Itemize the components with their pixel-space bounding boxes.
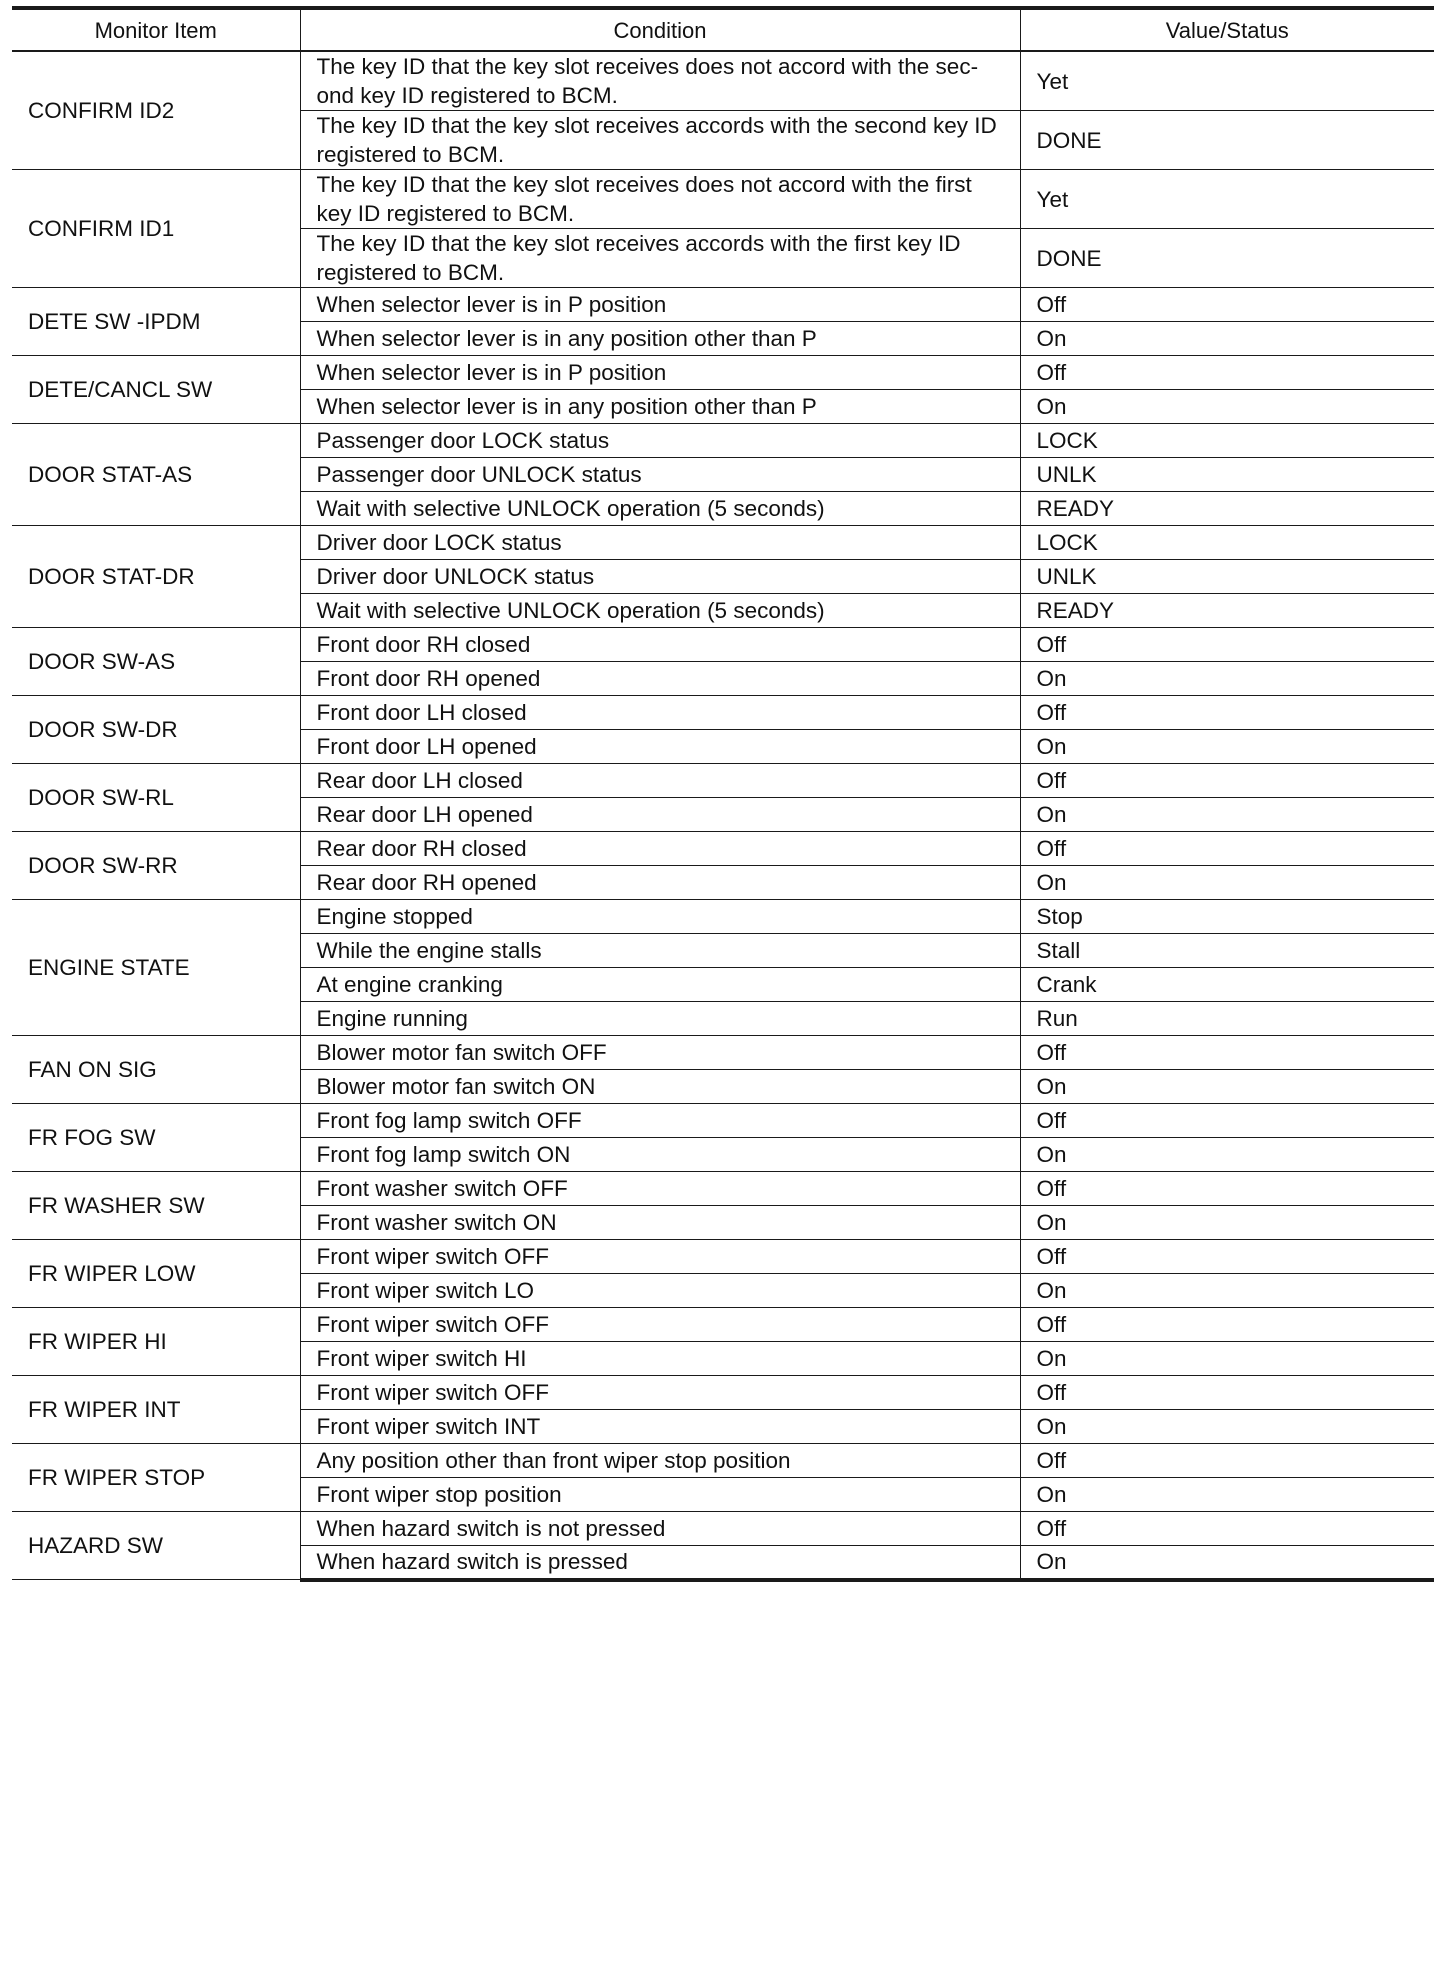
monitor-item-cell: FR FOG SW [12,1104,300,1172]
condition-cell: Wait with selective UNLOCK operation (5 seconds) [300,492,1020,526]
condition-cell: Rear door LH opened [300,798,1020,832]
value-status-cell: Stall [1020,934,1434,968]
value-status-cell: Off [1020,764,1434,798]
value-status-cell: Stop [1020,900,1434,934]
value-status-cell: Crank [1020,968,1434,1002]
monitor-item-table [12,6,1434,1582]
table-row [12,1444,1434,1478]
value-status-cell: UNLK [1020,560,1434,594]
condition-cell: Any position other than front wiper stop position [300,1444,1020,1478]
value-status-cell: Off [1020,1512,1434,1546]
value-status-cell: On [1020,1138,1434,1172]
monitor-item-cell: DETE SW -IPDM [12,288,300,356]
table-row [12,764,1434,798]
condition-cell: The key ID that the key slot receives does not accord with the first key ID registered to BCM. [300,170,1020,229]
table-row [12,1036,1434,1070]
condition-cell: Front door LH opened [300,730,1020,764]
value-status-cell: UNLK [1020,458,1434,492]
condition-cell: Wait with selective UNLOCK operation (5 seconds) [300,594,1020,628]
condition-cell: When hazard switch is pressed [300,1546,1020,1580]
value-status-cell: LOCK [1020,424,1434,458]
condition-cell: Front wiper switch LO [300,1274,1020,1308]
condition-cell: Front washer switch OFF [300,1172,1020,1206]
condition-cell: Front fog lamp switch ON [300,1138,1020,1172]
condition-cell: Front wiper switch OFF [300,1240,1020,1274]
condition-cell: Engine stopped [300,900,1020,934]
table-row [12,1172,1434,1206]
value-status-cell: Off [1020,1104,1434,1138]
value-status-cell: On [1020,1274,1434,1308]
table-row [12,1512,1434,1546]
value-status-cell: On [1020,1206,1434,1240]
monitor-item-cell: DOOR SW-DR [12,696,300,764]
value-status-cell: Off [1020,1444,1434,1478]
value-status-cell: On [1020,1546,1434,1580]
condition-cell: Blower motor fan switch OFF [300,1036,1020,1070]
monitor-item-cell: FR WIPER HI [12,1308,300,1376]
value-status-cell: Off [1020,1036,1434,1070]
table-row [12,1240,1434,1274]
value-status-cell: Yet [1020,51,1434,111]
table-row [12,1308,1434,1342]
condition-cell: Engine running [300,1002,1020,1036]
value-status-cell: Yet [1020,170,1434,229]
monitor-item-cell: FR WIPER STOP [12,1444,300,1512]
condition-cell: When selector lever is in P position [300,288,1020,322]
monitor-item-cell: FAN ON SIG [12,1036,300,1104]
table-row [12,900,1434,934]
condition-cell: Front wiper switch OFF [300,1376,1020,1410]
value-status-cell: Run [1020,1002,1434,1036]
value-status-cell: Off [1020,356,1434,390]
value-status-cell: On [1020,1478,1434,1512]
value-status-cell: On [1020,322,1434,356]
table-row [12,1376,1434,1410]
value-status-cell: On [1020,662,1434,696]
value-status-cell: Off [1020,288,1434,322]
header-condition: Condition [300,8,1020,51]
value-status-cell: On [1020,390,1434,424]
value-status-cell: DONE [1020,111,1434,170]
condition-cell: At engine cranking [300,968,1020,1002]
monitor-item-cell: DETE/CANCL SW [12,356,300,424]
condition-cell: The key ID that the key slot receives does not accord with the sec-ond key ID registered to BCM. [300,51,1020,111]
value-status-cell: On [1020,798,1434,832]
condition-cell: Front door RH closed [300,628,1020,662]
monitor-item-cell: CONFIRM ID2 [12,51,300,170]
value-status-cell: DONE [1020,229,1434,288]
table-row [12,170,1434,229]
table-row [12,1104,1434,1138]
condition-cell: Front wiper switch HI [300,1342,1020,1376]
condition-cell: Front fog lamp switch OFF [300,1104,1020,1138]
value-status-cell: LOCK [1020,526,1434,560]
value-status-cell: Off [1020,1240,1434,1274]
monitor-item-cell: DOOR STAT-AS [12,424,300,526]
monitor-item-cell: CONFIRM ID1 [12,170,300,288]
condition-cell: Front wiper switch INT [300,1410,1020,1444]
condition-cell: Rear door RH closed [300,832,1020,866]
value-status-cell: READY [1020,492,1434,526]
condition-cell: When selector lever is in any position other than P [300,390,1020,424]
condition-cell: Front wiper switch OFF [300,1308,1020,1342]
condition-cell: Driver door UNLOCK status [300,560,1020,594]
monitor-item-cell: DOOR STAT-DR [12,526,300,628]
condition-cell: Passenger door UNLOCK status [300,458,1020,492]
condition-cell: When selector lever is in P position [300,356,1020,390]
monitor-item-cell: FR WASHER SW [12,1172,300,1240]
condition-cell: When hazard switch is not pressed [300,1512,1020,1546]
table-row [12,356,1434,390]
value-status-cell: READY [1020,594,1434,628]
condition-cell: When selector lever is in any position other than P [300,322,1020,356]
condition-cell: While the engine stalls [300,934,1020,968]
value-status-cell: Off [1020,832,1434,866]
condition-cell: Front door RH opened [300,662,1020,696]
condition-cell: Driver door LOCK status [300,526,1020,560]
table-row [12,526,1434,560]
monitor-item-cell: DOOR SW-AS [12,628,300,696]
condition-cell: The key ID that the key slot receives accords with the second key ID registered to BCM. [300,111,1020,170]
monitor-item-cell: FR WIPER LOW [12,1240,300,1308]
value-status-cell: On [1020,1410,1434,1444]
value-status-cell: On [1020,730,1434,764]
monitor-item-cell: DOOR SW-RR [12,832,300,900]
value-status-cell: Off [1020,696,1434,730]
value-status-cell: Off [1020,628,1434,662]
header-row [12,8,1434,51]
value-status-cell: On [1020,1070,1434,1104]
condition-cell: Rear door RH opened [300,866,1020,900]
table-row [12,51,1434,111]
table-row [12,832,1434,866]
value-status-cell: Off [1020,1376,1434,1410]
condition-cell: Passenger door LOCK status [300,424,1020,458]
condition-cell: Front wiper stop position [300,1478,1020,1512]
condition-cell: Rear door LH closed [300,764,1020,798]
table-header [12,8,1434,51]
monitor-item-cell: ENGINE STATE [12,900,300,1036]
header-monitor-item: Monitor Item [12,8,300,51]
value-status-cell: Off [1020,1172,1434,1206]
value-status-cell: On [1020,1342,1434,1376]
monitor-item-cell: FR WIPER INT [12,1376,300,1444]
value-status-cell: On [1020,866,1434,900]
header-value-status: Value/Status [1020,8,1434,51]
table-body [12,51,1434,1580]
monitor-item-cell: DOOR SW-RL [12,764,300,832]
table-row [12,424,1434,458]
table-row [12,696,1434,730]
value-status-cell: Off [1020,1308,1434,1342]
monitor-item-cell: HAZARD SW [12,1512,300,1580]
condition-cell: Blower motor fan switch ON [300,1070,1020,1104]
condition-cell: Front washer switch ON [300,1206,1020,1240]
condition-cell: Front door LH closed [300,696,1020,730]
table-row [12,288,1434,322]
table-row [12,628,1434,662]
condition-cell: The key ID that the key slot receives accords with the first key ID registered to BCM. [300,229,1020,288]
